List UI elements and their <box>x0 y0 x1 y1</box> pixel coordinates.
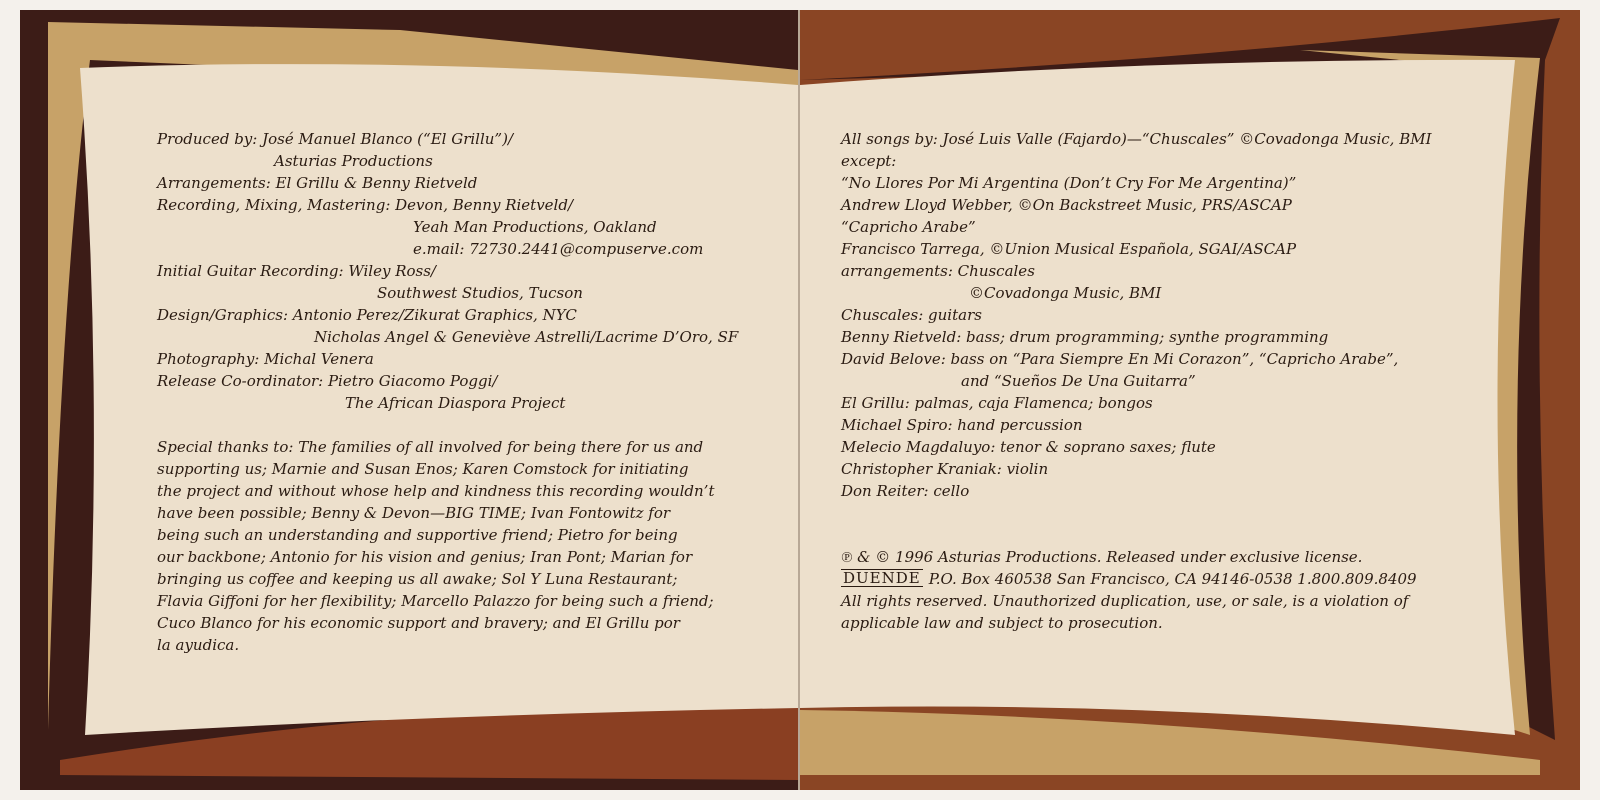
spacer <box>841 524 1432 546</box>
arrangements-publisher: ©Covadonga Music, BMI <box>969 284 1162 302</box>
spacer <box>157 414 738 436</box>
rights-line: All rights reserved. Unauthorized duplication, use, or sale, is a violation of <box>841 592 1409 610</box>
thanks-line: the project and without whose help and kindness this recording wouldn’t <box>157 482 715 500</box>
credit-produced-by: Produced by: José Manuel Blanco (“El Grillu”)/ <box>157 130 513 148</box>
address-text: P.O. Box 460538 San Francisco, CA 94146-0538 1.800.809.8409 <box>928 570 1417 588</box>
credit-recording-email: e.mail: 72730.2441@compuserve.com <box>413 240 704 258</box>
left-panel-text <box>157 128 738 656</box>
musician-line: David Belove: bass on “Para Siempre En Mi Corazon”, “Capricho Arabe”, <box>841 350 1399 368</box>
thanks-line: supporting us; Marnie and Susan Enos; Karen Comstock for initiating <box>157 460 689 478</box>
credit-release-cont: The African Diaspora Project <box>345 394 566 412</box>
arrangements-credit: arrangements: Chuscales <box>841 262 1035 280</box>
thanks-line: Cuco Blanco for his economic support and bravery; and El Grillu por <box>157 614 680 632</box>
thanks-line: Special thanks to: The families of all involved for being there for us and <box>157 438 704 456</box>
credit-release: Release Co-ordinator: Pietro Giacomo Poggi/ <box>157 372 498 390</box>
credit-produced-by-cont: Asturias Productions <box>274 152 433 170</box>
thanks-line: being such an understanding and supportive friend; Pietro for being <box>157 526 678 544</box>
credit-photography: Photography: Michal Venera <box>157 350 374 368</box>
credit-design-cont: Nicholas Angel & Geneviève Astrelli/Lacrime D’Oro, SF <box>314 328 739 346</box>
credit-initial-guitar: Initial Guitar Recording: Wiley Ross/ <box>157 262 436 280</box>
musician-line: Michael Spiro: hand percussion <box>841 416 1083 434</box>
songs-except: except: <box>841 152 897 170</box>
credit-initial-guitar-studio: Southwest Studios, Tucson <box>377 284 583 302</box>
thanks-line: bringing us coffee and keeping us all awake; Sol Y Luna Restaurant; <box>157 570 678 588</box>
musician-line: Chuscales: guitars <box>841 306 982 324</box>
song-title: “No Llores Por Mi Argentina (Don’t Cry For Me Argentina)” <box>841 174 1297 192</box>
songs-credit: All songs by: José Luis Valle (Fajardo)—“Chuscales” ©Covadonga Music, BMI <box>841 130 1432 148</box>
thanks-line: have been possible; Benny & Devon—BIG TIME; Ivan Fontowitz for <box>157 504 671 522</box>
copyright-notice: ℗ & © 1996 Asturias Productions. Released under exclusive license. <box>841 548 1363 566</box>
musician-line: Don Reiter: cello <box>841 482 970 500</box>
song-composer: Francisco Tarrega, ©Union Musical Española, SGAI/ASCAP <box>841 240 1297 258</box>
thanks-line: our backbone; Antonio for his vision and genius; Iran Pont; Marian for <box>157 548 693 566</box>
musician-line: Christopher Kraniak: violin <box>841 460 1049 478</box>
musician-line-cont: and “Sueños De Una Guitarra” <box>961 372 1196 390</box>
thanks-line: Flavia Giffoni for her flexibility; Marcello Palazzo for being such a friend; <box>157 592 714 610</box>
duende-logo: DUENDE <box>843 569 921 587</box>
right-panel-text <box>841 128 1432 634</box>
credit-design: Design/Graphics: Antonio Perez/Zikurat Graphics, NYC <box>157 306 577 324</box>
musician-line: Melecio Magdaluyo: tenor & soprano saxes; flute <box>841 438 1216 456</box>
musician-line: Benny Rietveld: bass; drum programming; synthe programming <box>841 328 1329 346</box>
address-line <box>841 568 1432 590</box>
musician-line: El Grillu: palmas, caja Flamenca; bongos <box>841 394 1153 412</box>
thanks-line: la ayudica. <box>157 636 240 654</box>
rights-line: applicable law and subject to prosecution. <box>841 614 1163 632</box>
credit-arrangements: Arrangements: El Grillu & Benny Rietveld <box>157 174 478 192</box>
credit-recording-studio: Yeah Man Productions, Oakland <box>413 218 657 236</box>
song-title: “Capricho Arabe” <box>841 218 976 236</box>
song-composer: Andrew Lloyd Webber, ©On Backstreet Music, PRS/ASCAP <box>841 196 1292 214</box>
credit-recording: Recording, Mixing, Mastering: Devon, Benny Rietveld/ <box>157 196 574 214</box>
spacer <box>841 502 1432 524</box>
